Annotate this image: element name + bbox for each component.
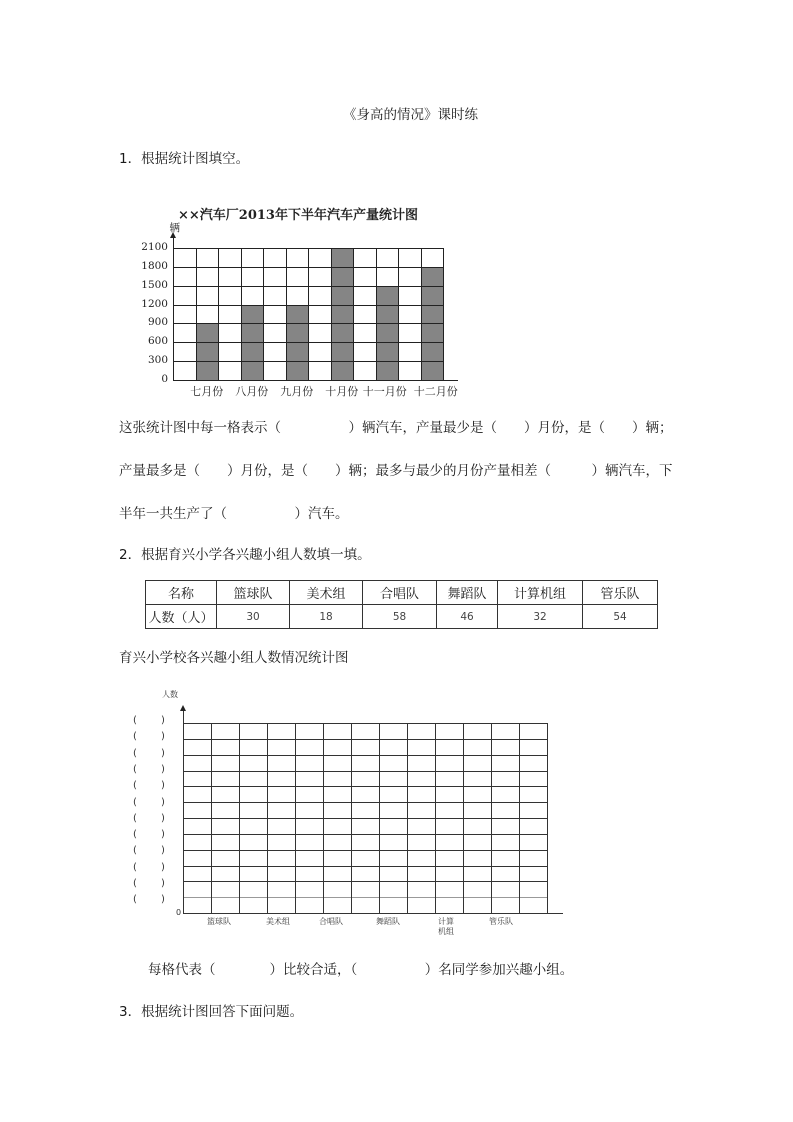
gridline	[491, 723, 492, 913]
table-cell: 32	[498, 605, 583, 629]
chart-2-title: 育兴小学校各兴趣小组人数情况统计图	[119, 650, 349, 666]
table-cell: 合唱队	[363, 581, 437, 605]
x-axis	[183, 913, 563, 914]
table-cell: 篮球队	[217, 581, 290, 605]
table-cell: 人数（人）	[146, 605, 217, 629]
gridline	[463, 723, 464, 913]
y-tick-label: 1800	[141, 259, 168, 272]
x-tick-label: 篮球队	[207, 917, 231, 926]
gridline	[407, 723, 408, 913]
question-3-heading: 3．根据统计图回答下面问题。	[119, 1004, 304, 1020]
y-axis	[183, 709, 184, 913]
gridline	[183, 771, 547, 772]
y-tick-label: 600	[147, 335, 168, 348]
chart-title: ××汽车厂2013年下半年汽车产量统计图	[178, 208, 418, 223]
document-title: 《身高的情况》课时练	[343, 107, 478, 123]
y-tick-label: 1200	[141, 297, 168, 310]
interest-group-blank-chart: 人数 0 ( ) ( ) ( ) ( ) ( ) ( ) ( ) ( ) ( ) ( ) ( ) ( ) 篮球队 美术组 合唱队 舞蹈队 计算 机组 管乐队	[0, 0, 793, 1122]
table-cell: 名称	[146, 581, 217, 605]
x-tick-label: 十月份	[325, 385, 359, 398]
table-cell: 54	[583, 605, 658, 629]
question-2-heading: 2．根据育兴小学各兴趣小组人数填一填。	[119, 547, 371, 563]
y-tick-label: 2100	[141, 241, 168, 253]
gridline	[379, 723, 380, 913]
gridline	[267, 723, 268, 913]
gridline	[183, 739, 547, 740]
gridline	[183, 834, 547, 835]
gridline	[183, 818, 547, 819]
gridline	[183, 755, 547, 756]
gridline	[183, 881, 547, 882]
y-axis-arrow-icon	[180, 705, 186, 711]
x-tick-label: 合唱队	[319, 917, 343, 926]
gridline	[323, 723, 324, 913]
question-1-heading: 1．根据统计图填空。	[119, 151, 250, 167]
gridline	[183, 897, 547, 898]
y-axis-label: 辆	[169, 222, 180, 234]
table-cell: 美术组	[290, 581, 363, 605]
question-1-line-2: 产量最多是（ ）月份，是（ ）辆；最多与最少的月份产量相差（ ）辆汽车，下	[119, 463, 673, 479]
gridline	[183, 802, 547, 803]
x-tick-label: 计算 机组	[438, 917, 454, 936]
y-tick-label: 900	[147, 316, 168, 329]
gridline	[183, 866, 547, 867]
x-tick-label: 八月份	[235, 385, 269, 398]
x-tick-label: 美术组	[266, 917, 290, 926]
y-axis-label: 人数	[162, 690, 178, 699]
x-tick-label: 七月份	[190, 385, 224, 398]
question-2-fill-line: 每格代表（ ）比较合适，（ ）名同学参加兴趣小组。	[148, 962, 574, 978]
table-cell: 舞蹈队	[437, 581, 498, 605]
gridline	[183, 786, 547, 787]
table-cell: 46	[437, 605, 498, 629]
gridline	[547, 723, 548, 913]
y-tick-label: 300	[147, 354, 168, 367]
gridline	[351, 723, 352, 913]
x-tick-label: 十二月份	[413, 385, 458, 398]
gridline	[211, 723, 212, 913]
gridline	[435, 723, 436, 913]
table-cell: 计算机组	[498, 581, 583, 605]
question-1-line-3: 半年一共生产了（ ）汽车。	[119, 506, 349, 522]
table-cell: 管乐队	[583, 581, 658, 605]
question-1-line-1: 这张统计图中每一格表示（ ）辆汽车，产量最少是（ ）月份，是（ ）辆；	[119, 420, 673, 436]
origin-label: 0	[176, 908, 182, 917]
y-tick-label: 1500	[141, 278, 168, 291]
gridline	[183, 850, 547, 851]
gridline	[519, 723, 520, 913]
x-tick-label: 十一月份	[362, 385, 407, 398]
gridline	[295, 723, 296, 913]
x-tick-label: 舞蹈队	[376, 917, 400, 926]
x-tick-label: 管乐队	[489, 917, 513, 926]
gridline	[183, 723, 547, 724]
table-cell: 18	[290, 605, 363, 629]
gridline	[239, 723, 240, 913]
table-cell: 58	[363, 605, 437, 629]
y-tick-label: 0	[161, 373, 168, 385]
table-cell: 30	[217, 605, 290, 629]
x-tick-label: 九月份	[280, 385, 314, 398]
